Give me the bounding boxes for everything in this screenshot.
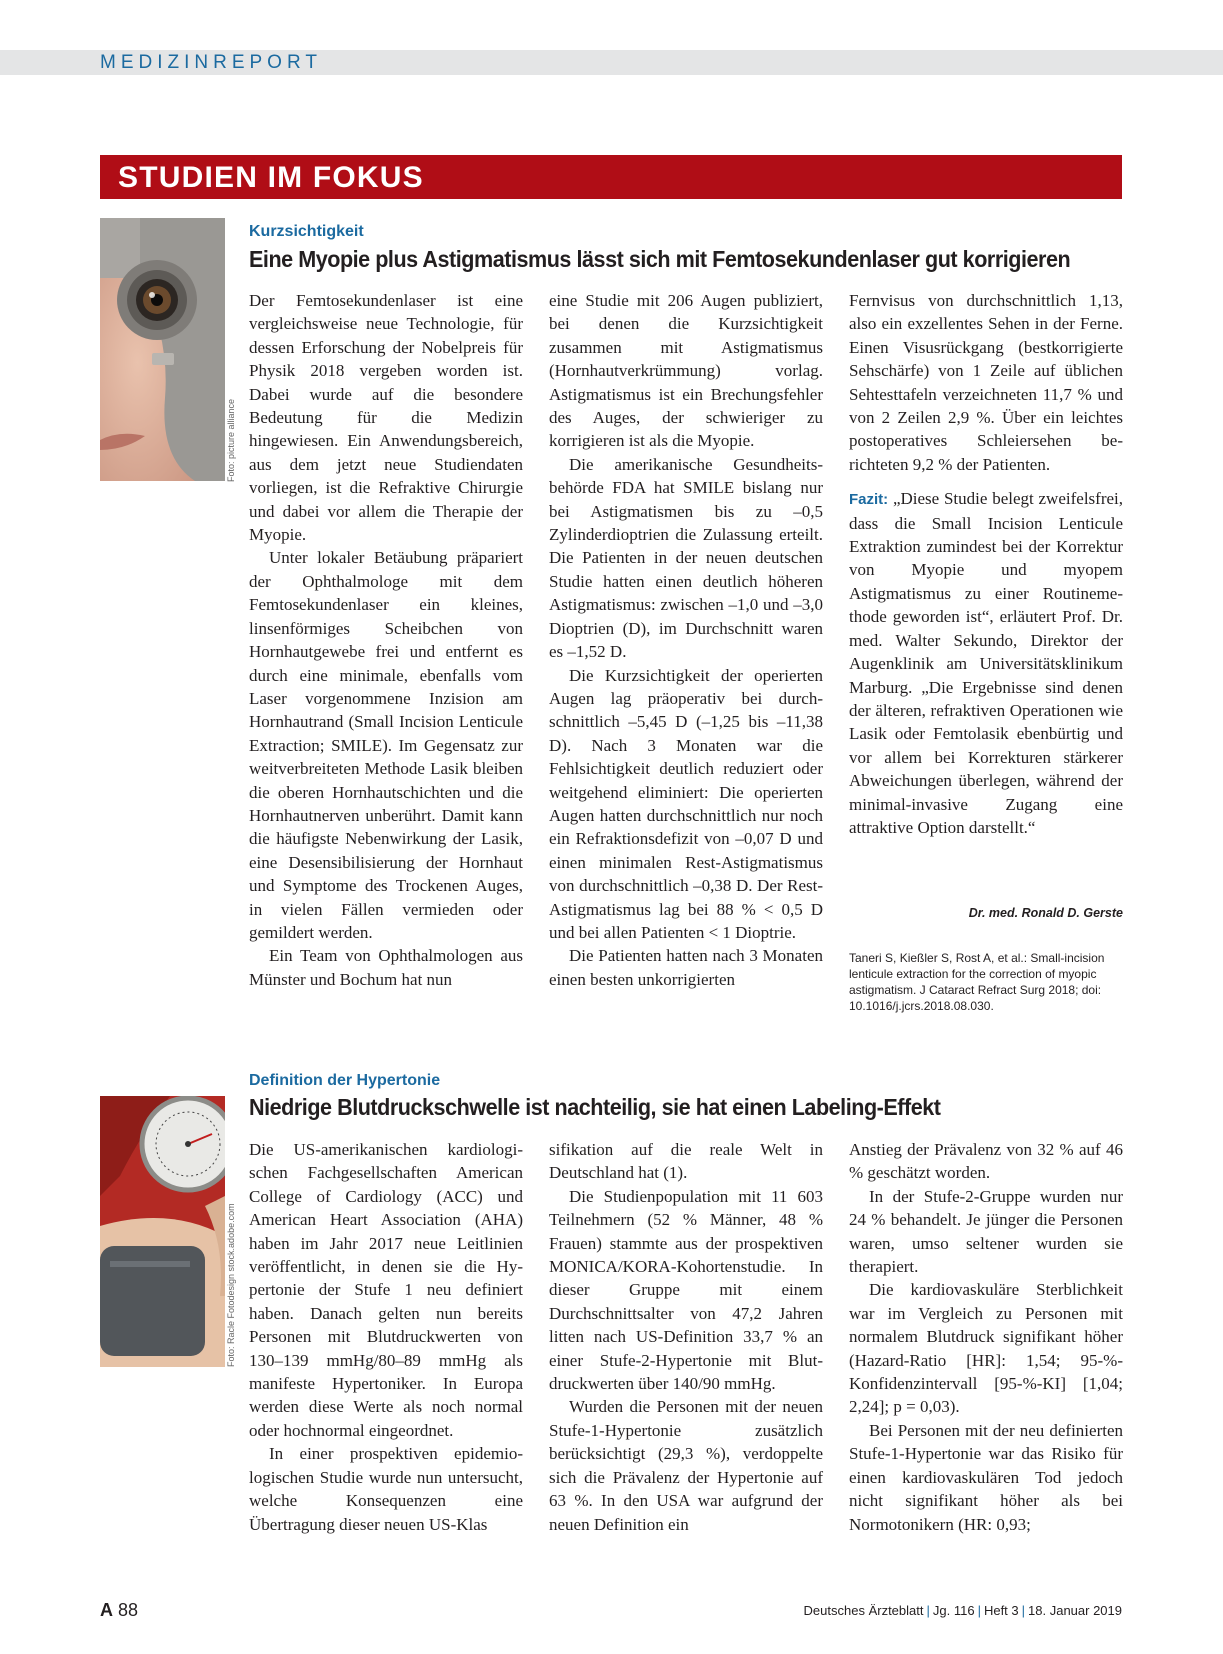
section-label: MEDIZINREPORT	[100, 52, 322, 73]
photo-credit: Foto: Racle Fotodesign stock.adobe.com	[226, 1203, 236, 1367]
paragraph: Bei Personen mit der neu definierten Stufe-1-Hypertonie war das Risiko für einen kardiovaskulären Tod jedoch nicht signifikant höher als bei Normotonikern (HR: 0,93;	[849, 1420, 1123, 1534]
author-byline: Dr. med. Ronald D. Gerste	[968, 906, 1123, 920]
journal-name: Deutsches Ärzteblatt	[803, 1603, 924, 1618]
paragraph: Die kardiovaskuläre Sterblichkeit war im Vergleich zu Personen mit normalem Blutdruck signifikant höher (Hazard-Ratio [HR]: 1,54; 95-%-Konfidenzintervall [95-%-KI] [1,04; 2,24]; p = 0,03).	[849, 1280, 1123, 1417]
paragraph: Die Kurzsichtigkeit der operierten Augen lag präoperativ bei durchschnittlich –5,45 D (–1,25 bis –11,38 D). Nach 3 Monaten war die Fehlsichtigkeit deutlich reduziert oder weitgehend eliminiert: Die operierten Augen hatten durchschnittlich nur noch ein Refraktionsdefizit von –0,07 D und einen minimalen Rest-Astigmatismus von durchschnittlich –0,38 D. Der Rest-Astigmatismus lag bei 88 % < 0,5 D und bei allen Patienten < 1 Dioptrie.	[549, 665, 823, 942]
paragraph: Anstieg der Prävalenz von 32 % auf 46 % geschätzt worden.	[849, 1140, 1123, 1183]
paragraph: Die amerikanische Gesundheitsbehörde FDA hat SMILE bislang nur bei Astigmatismen bis zu –0,5 Zylinderdioptrien die Zulassung erteilt. Die Patienten in der neuen deutschen Studie hatten einen deutlich höheren Astigmatismus: zwischen –1,0 und –3,0 Dioptrien (D), im Durchschnitt waren es –1,52 D.	[549, 454, 823, 662]
blood-pressure-photo	[100, 1096, 225, 1367]
fazit-label: Fazit:	[849, 491, 889, 509]
paragraph: Die Studienpopulation mit 11 603 Teilnehmern (52 % Männer, 48 % Frauen) stammte aus der prospektiven MONICA/KORA-Kohortenstudie. In dieser Gruppe mit einem Durchschnittsalter von 47,2 Jahren litten nach US-Definition 33,7 % an einer Stufe-2-Hypertonie mit Blutdruckwerten über 140/90 mmHg.	[549, 1186, 823, 1394]
banner-title: STUDIEN IM FOKUS	[118, 161, 424, 194]
paragraph: Die Patienten hatten nach 3 Monaten einen besten unkorrigierten	[549, 946, 823, 989]
paragraph: eine Studie mit 206 Augen publiziert, bei denen die Kurzsichtigkeit zusammen mit Astigmatismus (Hornhautverkrümmung) vorlag. Astigmatismus ist ein Brechungsfehler des Auges, der schwieriger zu korrigieren ist als die Myopie.	[549, 291, 823, 451]
page-number-value: 88	[113, 1600, 139, 1620]
article2-rubric: Definition der Hypertonie	[249, 1072, 441, 1089]
paragraph: sifikation auf die reale Welt in Deutschland hat (1).	[549, 1140, 823, 1183]
article2-column-1	[249, 1138, 523, 1536]
paragraph: Die US-amerikanischen kardiologischen Fachgesellschaften American College of Cardiology (ACC) und American Heart Association (AHA) haben im Jahr 2017 neue Leitlinien veröffentlicht, in denen sie die Hypertonie der Stufe 1 neu definiert haben. Danach gelten nun bereits Personen mit Blutdruckwerten von 130–139 mmHg/80–89 mmHg als manifeste Hypertoniker. In Europa werden diese Werte als noch normal oder hochnormal eingeordnet.	[249, 1140, 523, 1440]
article2-column-2	[549, 1138, 823, 1536]
photo-credit: Foto: picture alliance	[226, 398, 236, 482]
reference: Taneri S, Kießler S, Rost A, et al.: Small-incision lenticule extraction for the correction of myopic astigmatism. J Cataract Refract Surg 2018; doi: 10.1016/j.jcrs.2018.08.030.	[849, 951, 1105, 1013]
banner	[100, 155, 1122, 199]
fazit-paragraph	[849, 487, 1123, 839]
paragraph: Der Femtosekundenlaser ist eine vergleichsweise neue Technologie, für dessen Erforschung der Nobelpreis für Physik 2018 vergeben worden ist. Dabei wurde auf die besondere Bedeutung für die Medizin hingewiesen. Ein Anwendungsbereich, aus dem jetzt neue Studiendaten vorliegen, ist die Refraktive Chirurgie und dabei vor allem die Therapie der Myopie.	[249, 291, 523, 545]
volume: Jg. 116	[932, 1603, 975, 1618]
article2-column-3	[849, 1138, 1123, 1536]
separator: |	[977, 1603, 981, 1618]
section-bar	[0, 50, 1223, 75]
article1-column-2	[549, 289, 823, 991]
paragraph: Fernvisus von durchschnittlich 1,13, also ein exzellentes Sehen in der Ferne. Einen Visusrückgang (bestkorrigierte Sehschärfe) von 1 Zeile auf üblichen Sehtesttafeln verzeichneten 11,7 % und von 2 Zeilen 2,9 %. Über ein leichtes postoperatives Schleiersehen berichteten 9,2 % der Patienten.	[849, 291, 1123, 474]
paragraph: Wurden die Personen mit der neuen Stufe-1-Hypertonie zusätzlich berücksichtigt (29,3 %), verdoppelte sich die Prävalenz der Hypertonie auf 63 %. In den USA war aufgrund der neuen Definition ein	[549, 1397, 823, 1534]
paragraph: Unter lokaler Betäubung präpariert der Ophthalmologe mit dem Femtosekundenlaser ein kleines, linsenförmiges Scheibchen von Hornhautgewebe frei und entfernt es durch eine minimale, ebenfalls vom Laser vorgenommene Inzision am Hornhautrand (Small Incision Lenticule Extraction; SMILE). Im Gegensatz zur weitverbreiteten Methode Lasik bleiben die oberen Hornhautschichten und die Hornhautnerven unberührt. Damit kann die häufigste Nebenwirkung der Lasik, eine Desensibilisierung der Hornhaut und Symptome des Trockenen Auges, in vielen Fällen vermieden oder gemildert werden.	[249, 548, 523, 942]
eye-exam-photo	[100, 218, 225, 481]
fazit-text: „Diese Studie belegt zweifelsfrei, dass die Small Incision Lenticule Extraktion zumindest bei der Korrektur von Myopie und myopem Astigmatismus zu einer Routinemethode geworden ist“, erläutert Prof. Dr. med. Walter Sekundo, Direktor der Augenklinik am Universitätsklinikum Marburg. „Die Ergebnisse sind denen der älteren, refraktiven Operationen wie Lasik oder Femtolasik ebenbürtig und vor allem bei Korrekturen stärkerer Abweichungen überlegen, während der minimal-invasive Zugang eine attraktive Option darstellt.“	[849, 489, 1123, 837]
article1-column-3	[849, 289, 1123, 839]
journal-info	[700, 1603, 1122, 1618]
paragraph: In der Stufe-2-Gruppe wurden nur 24 % behandelt. Je jünger die Personen waren, umso seltener wurden sie therapiert.	[849, 1186, 1123, 1277]
article1-column-1	[249, 289, 523, 991]
separator: |	[1021, 1603, 1026, 1618]
paragraph: Ein Team von Ophthalmologen aus Münster und Bochum hat nun	[249, 946, 523, 989]
article1-rubric: Kurzsichtigkeit	[249, 223, 364, 240]
article1-headline: Eine Myopie plus Astigmatismus lässt sich mit Femtosekundenlaser gut korrigieren	[249, 246, 1071, 272]
page-letter: A	[100, 1600, 113, 1620]
issue: Heft 3	[983, 1603, 1019, 1618]
paragraph: In einer prospektiven epidemiologischen Studie wurde nun untersucht, welche Konsequenzen eine Übertragung dieser neuen US-Klas	[249, 1444, 523, 1534]
page-number	[100, 1600, 138, 1621]
separator: |	[926, 1603, 930, 1618]
date: 18. Januar 2019	[1028, 1603, 1122, 1618]
article2-headline: Niedrige Blutdruckschwelle ist nachteilig, sie hat einen Labeling-Effekt	[249, 1094, 941, 1120]
